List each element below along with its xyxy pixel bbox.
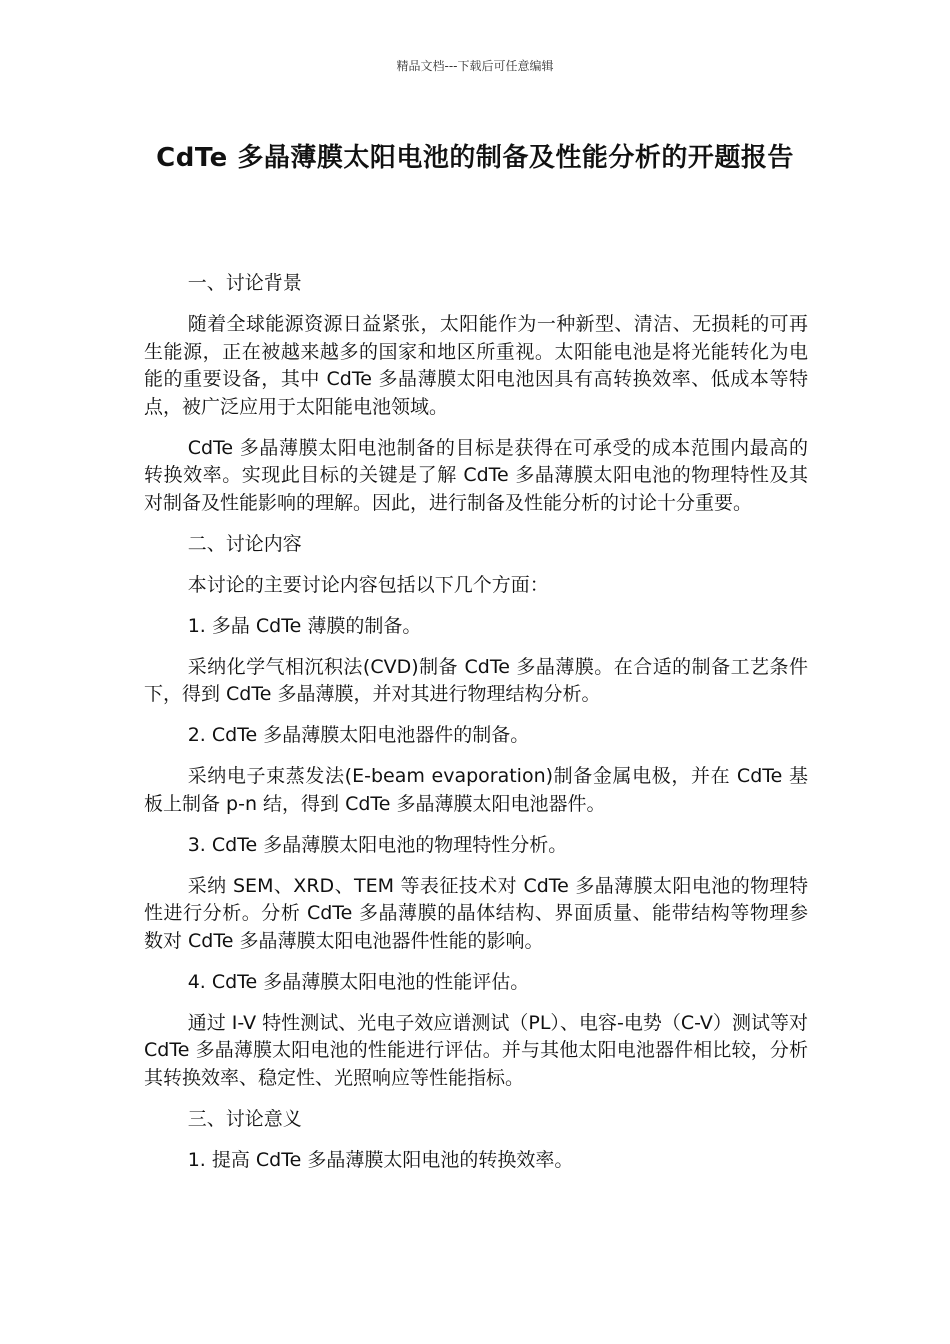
item-paragraph-2: 采纳电子束蒸发法(E-beam evaporation)制备金属电极，并在 CdTe 基板上制备 p-n 结，得到 CdTe 多晶薄膜太阳电池器件。 — [144, 765, 808, 815]
paragraph-content-intro: 本讨论的主要讨论内容包括以下几个方面： — [187, 573, 549, 596]
item-paragraph-4: 通过 I-V 特性测试、光电子效应谱测试（PL）、电容-电势（C-V）测试等对 CdTe 多晶薄膜太阳电池的性能进行评估。并与其他太阳电池器件相比较，分析其转换效率、稳定性、光照响应等性能指标。 — [144, 1011, 808, 1089]
paragraph-background-1: 随着全球能源资源日益紧张，太阳能作为一种新型、清洁、无损耗的可再生能源，正在被越来越多的国家和地区所重视。太阳能电池是将光能转化为电能的重要设备，其中 CdTe 多晶薄膜太阳电池因具有高转换效率、低成本等特点，被广泛应用于太阳能电池领域。 — [144, 313, 808, 418]
item-paragraph-3: 采纳 SEM、XRD、TEM 等表征技术对 CdTe 多晶薄膜太阳电池的物理特性进行分析。分析 CdTe 多晶薄膜的晶体结构、界面质量、能带结构等物理参数对 CdTe 多晶薄膜太阳电池器件性能的影响。 — [144, 874, 808, 952]
significance-item-1: 1. 提高 CdTe 多晶薄膜太阳电池的转换效率。 — [187, 1148, 574, 1171]
section-heading-background: 一、讨论背景 — [187, 272, 302, 294]
item-paragraph-1: 采纳化学气相沉积法(CVD)制备 CdTe 多晶薄膜。在合适的制备工艺条件下，得到 CdTe 多晶薄膜，并对其进行物理结构分析。 — [144, 655, 808, 705]
document-body — [144, 270, 808, 1188]
section-heading-significance: 三、讨论意义 — [187, 1107, 302, 1130]
section-heading-content: 二、讨论内容 — [187, 532, 302, 555]
item-heading-1: 1. 多晶 CdTe 薄膜的制备。 — [187, 614, 422, 637]
item-heading-4: 4. CdTe 多晶薄膜太阳电池的性能评估。 — [187, 970, 530, 993]
header-note: 精品文档---下载后可任意编辑 — [396, 59, 554, 73]
item-heading-2: 2. CdTe 多晶薄膜太阳电池器件的制备。 — [187, 724, 530, 746]
paragraph-background-2: CdTe 多晶薄膜太阳电池制备的目标是获得在可承受的成本范围内最高的转换效率。实现此目标的关键是了解 CdTe 多晶薄膜太阳电池的物理特性及其对制备及性能影响的理解。因此，进行制备及性能分析的讨论十分重要。 — [144, 436, 808, 514]
item-heading-3: 3. CdTe 多晶薄膜太阳电池的物理特性分析。 — [187, 833, 568, 856]
document-title: CdTe 多晶薄膜太阳电池的制备及性能分析的开题报告 — [156, 143, 794, 173]
